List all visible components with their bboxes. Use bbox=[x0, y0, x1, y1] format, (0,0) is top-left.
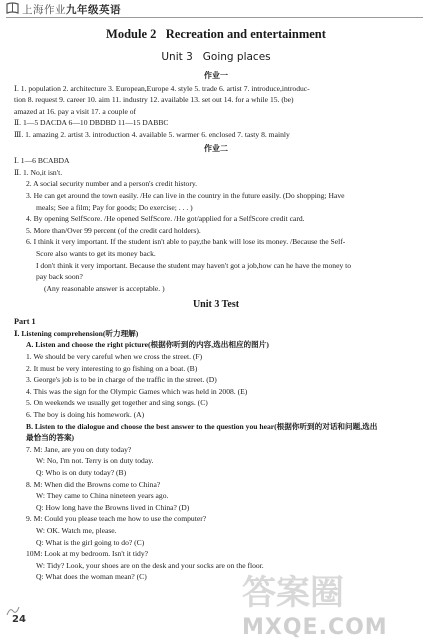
answer-line: Q: What is the girl going to do? (C) bbox=[36, 537, 145, 547]
answer-line: Ⅰ. 1—6 BCABDA bbox=[14, 156, 70, 166]
answer-line: Ⅲ. 1. amazing 2. artist 3. introduction 4. available 5. warmer 6. enclosed 7. tasty 8. mainly bbox=[14, 129, 290, 139]
homework-two-title: 作业二 bbox=[204, 143, 228, 153]
answer-line: A. Listen and choose the right picture(根据你听到的内容,选出相应的图片) bbox=[26, 340, 269, 350]
watermark-logo bbox=[236, 568, 426, 640]
answer-line: amazed at 16. pay a visit 17. a couple of bbox=[14, 106, 137, 116]
unit-title bbox=[14, 50, 418, 64]
unit-name: Going places bbox=[202, 51, 271, 63]
answer-line: B. Listen to the dialogue and choose the best answer to the question you hear(根据你听到的对话和问题,选出 bbox=[26, 421, 378, 431]
answer-line: 5. More than/Over 99 percent (of the credit card holders). bbox=[26, 225, 201, 235]
unit-number: Unit 3 bbox=[161, 51, 193, 63]
header-divider bbox=[6, 17, 423, 18]
answer-line: 5. On weekends we usually get together and sing songs. (C) bbox=[26, 398, 208, 408]
answer-line: W: No, I'm not. Terry is on duty today. bbox=[36, 456, 154, 466]
answer-line: I don't think it very important. Because the student may haven't got a job,how can he have the money to bbox=[36, 260, 352, 270]
answer-line: 10M: Look at my bedroom. Isn't it tidy? bbox=[26, 549, 149, 559]
unit-test-title: Unit 3 Test bbox=[192, 299, 240, 311]
watermark-main-text: 答案圈 bbox=[242, 573, 344, 613]
answer-line: Ⅱ. 1—5 DACDA 6—10 DBDBD 11—15 DABBC bbox=[14, 118, 169, 128]
answer-line: W: Tidy? Look, your shoes are on the desk and your socks are on the floor. bbox=[36, 560, 264, 570]
answer-line: Ⅰ. 1. population 2. architecture 3. European,Europe 4. style 5. trade 6. artist 7. introduce,introduc- bbox=[14, 83, 310, 93]
answer-line: Ⅱ. 1. No,it isn't. bbox=[14, 167, 63, 177]
answer-line: meals; See a film; Pay for goods; Do exercise; . . . ) bbox=[36, 202, 193, 212]
homework-one-answers bbox=[14, 83, 418, 141]
answer-line: 6. I think it very important. If the student isn't able to pay,the bank will lose its money. /Because the Self- bbox=[26, 237, 346, 247]
part-title: Part 1 bbox=[14, 317, 36, 327]
answer-line: 7. M: Jane, are you on duty today? bbox=[26, 444, 132, 454]
homework-two-answers bbox=[14, 155, 418, 294]
answer-line: 4. This was the sign for the Olympic Games which was held in 2008. (E) bbox=[26, 386, 248, 396]
header-subject: 九年级英语 bbox=[66, 4, 121, 16]
answer-line: Q: Who is on duty today? (B) bbox=[36, 468, 127, 477]
answer-line: 2. It must be very interesting to go fishing on a boat. (B) bbox=[26, 363, 198, 373]
answer-line: 最恰当的答案) bbox=[26, 433, 75, 443]
answer-line: 3. George's job is to be in charge of the traffic in the street. (D) bbox=[26, 375, 217, 385]
module-title: Module 2 Recreation and entertainment bbox=[106, 27, 326, 41]
header-title bbox=[22, 2, 121, 17]
answer-line: Score also wants to get its money back. bbox=[36, 248, 156, 258]
answer-line: 9. M: Could you please teach me how to use the computer? bbox=[26, 514, 207, 524]
answer-line: (Any reasonable answer is acceptable. ) bbox=[44, 283, 165, 293]
part-one-answers bbox=[14, 328, 418, 583]
answer-line: 2. A social security number and a person's credit history. bbox=[26, 179, 198, 189]
answer-line: Ⅰ. Listening comprehension(听力理解) bbox=[14, 328, 139, 338]
page-header bbox=[0, 0, 429, 18]
answer-line: Q: What does the woman mean? (C) bbox=[36, 572, 147, 582]
answer-line: W: They came to China nineteen years ago. bbox=[36, 491, 169, 501]
answer-line: W: OK. Watch me, please. bbox=[36, 525, 117, 535]
answer-line: 1. We should be very careful when we cross the street. (F) bbox=[26, 352, 203, 362]
watermark-url-text: MXQE.COM bbox=[242, 615, 388, 640]
header-brand: 上海作业 bbox=[22, 4, 66, 16]
answer-line: 6. The boy is doing his homework. (A) bbox=[26, 410, 145, 420]
answer-line: Q: How long have the Browns lived in China? (D) bbox=[36, 502, 190, 512]
homework-one-title: 作业一 bbox=[204, 71, 228, 80]
answer-content bbox=[14, 24, 418, 583]
answer-line: 4. By opening SelfScore. /He opened SelfScore. /He got/applied for a SelfScore credit card. bbox=[26, 214, 305, 224]
answer-line: 8. M: When did the Browns come to China? bbox=[26, 479, 161, 489]
answer-line: pay back soon? bbox=[36, 272, 83, 282]
answer-line: tion 8. request 9. career 10. aim 11. industry 12. available 13. set out 14. for a while 15. (be) bbox=[14, 95, 294, 105]
page-number: 24 bbox=[12, 614, 26, 625]
book-logo-icon bbox=[6, 2, 19, 15]
answer-line: 3. He can get around the town easily. /He can live in the country in the future easily. (Do shopping; Have bbox=[26, 190, 345, 200]
